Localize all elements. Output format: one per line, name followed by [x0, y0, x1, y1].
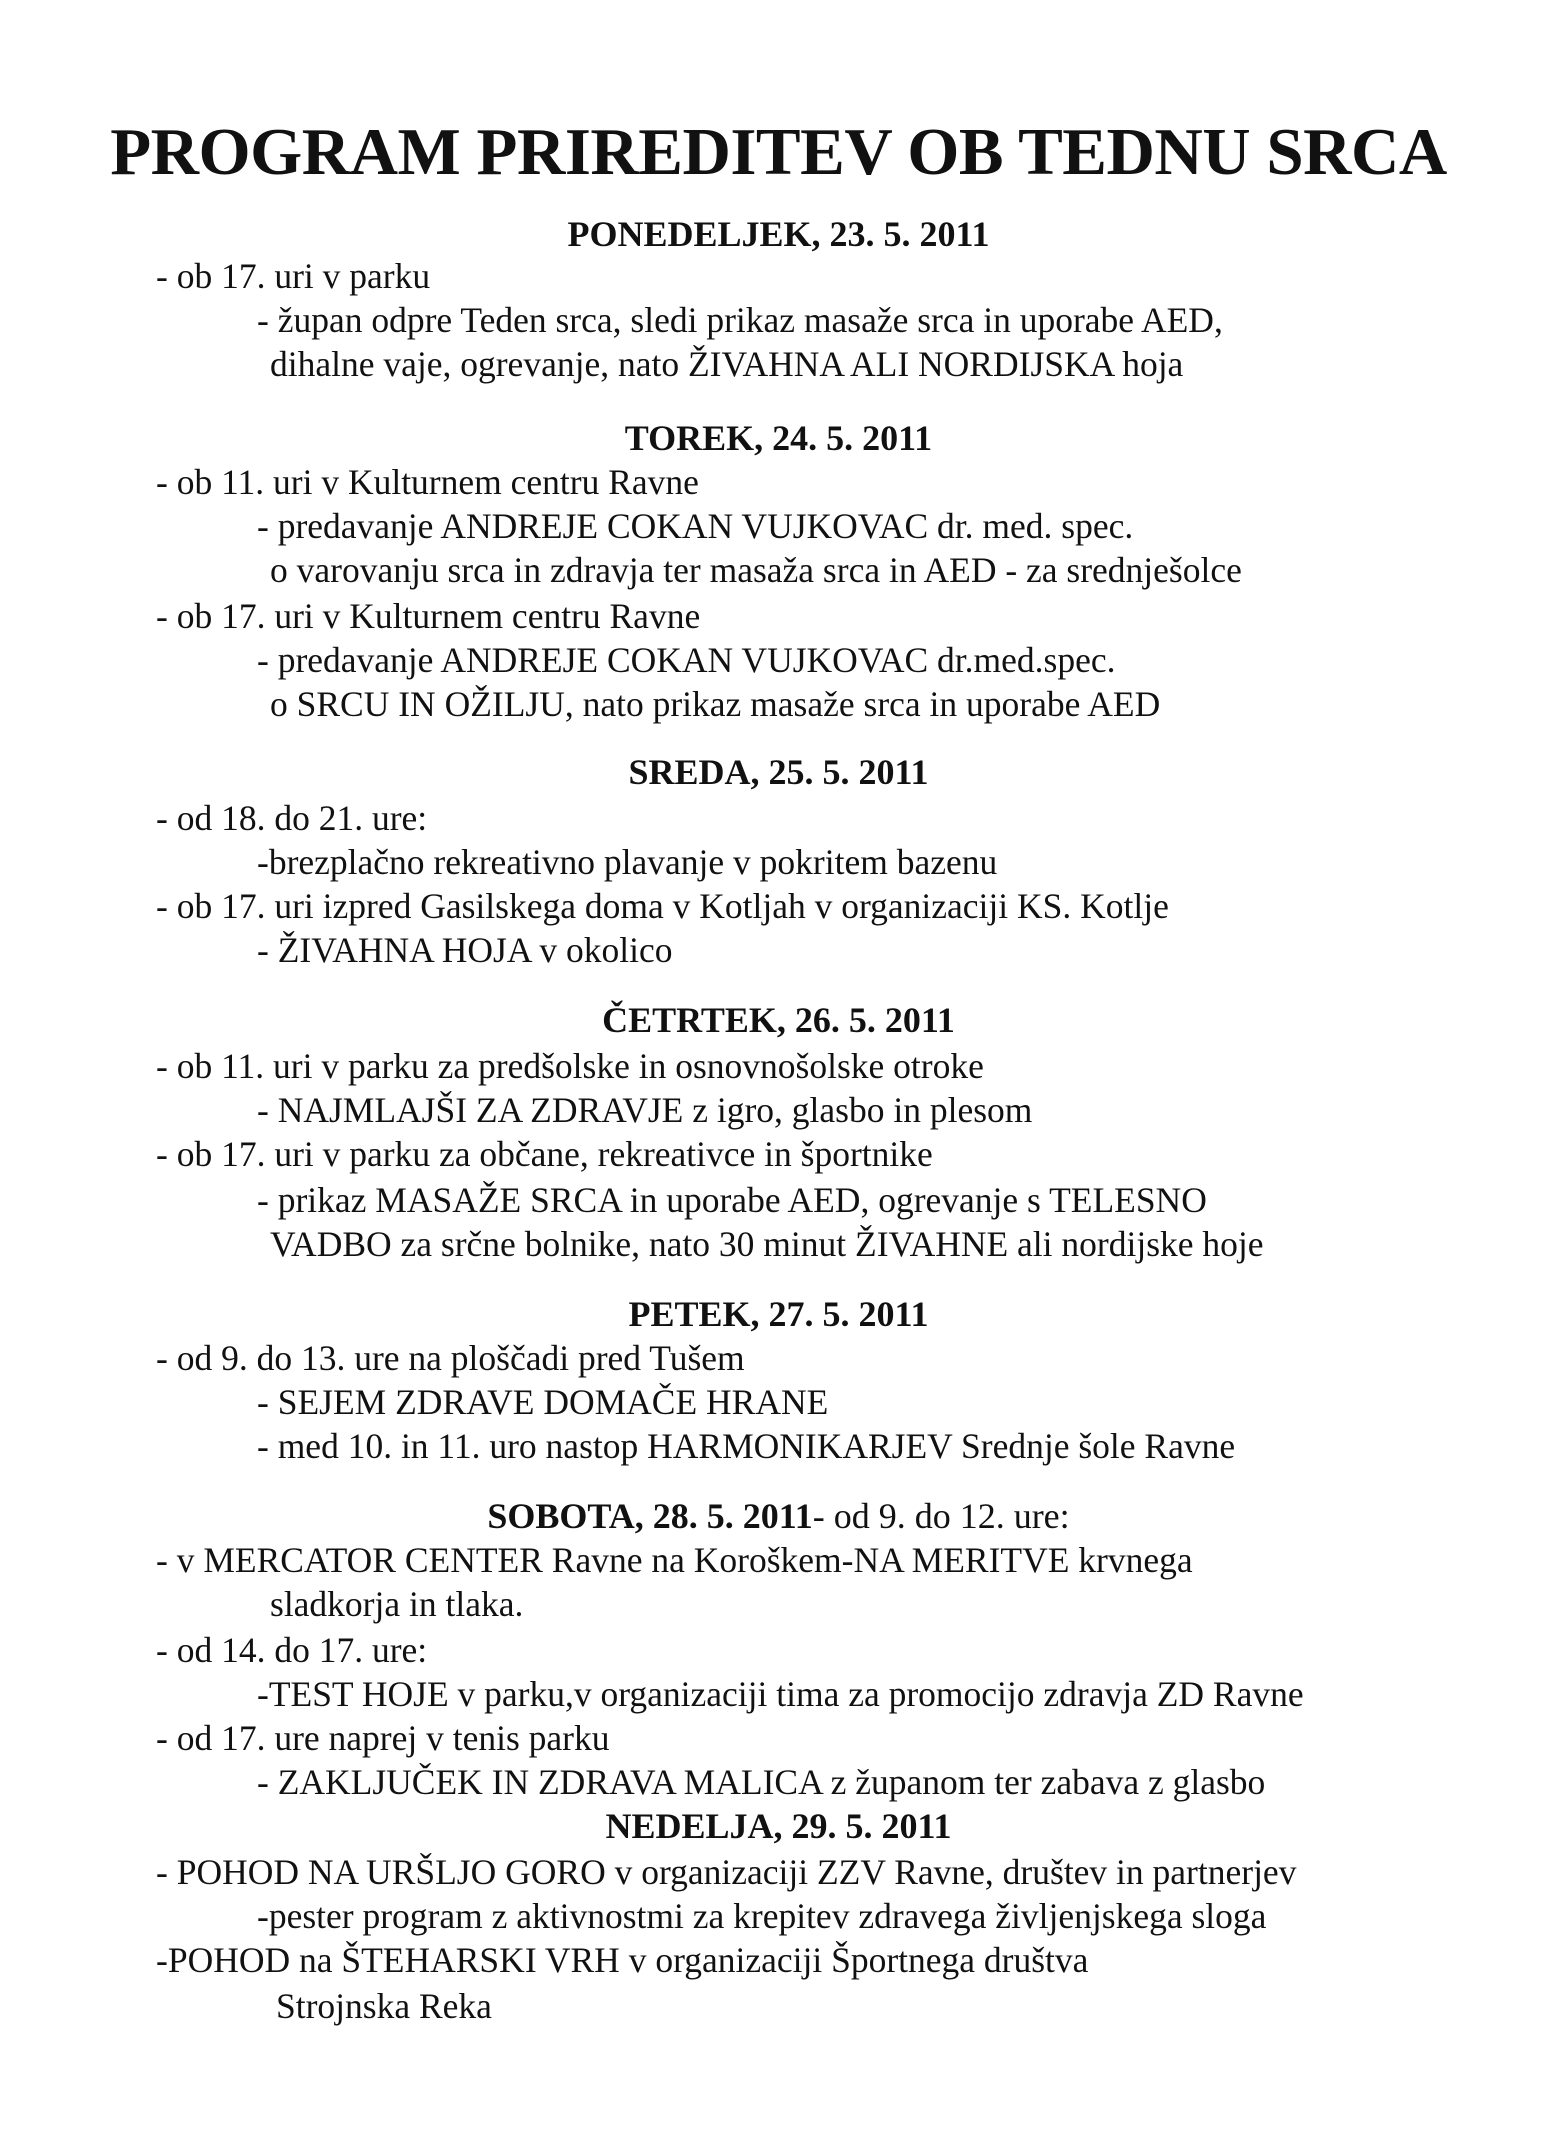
schedule-line: - ob 17. uri v parku za občane, rekreativce in športnike	[156, 1134, 933, 1174]
day-heading-saturday-date: SOBOTA, 28. 5. 2011	[487, 1496, 813, 1536]
day-heading-thursday: ČETRTEK, 26. 5. 2011	[602, 1000, 955, 1040]
schedule-line: dihalne vaje, ogrevanje, nato ŽIVAHNA ALI NORDIJSKA hoja	[270, 344, 1184, 384]
day-heading-wednesday: SREDA, 25. 5. 2011	[628, 752, 929, 792]
schedule-line: VADBO za srčne bolnike, nato 30 minut ŽIVAHNE ali nordijske hoje	[270, 1224, 1264, 1264]
schedule-line: - prikaz MASAŽE SRCA in uporabe AED, ogrevanje s TELESNO	[257, 1180, 1207, 1220]
schedule-line: - ob 11. uri v parku za predšolske in osnovnošolske otroke	[156, 1046, 984, 1086]
schedule-line: - predavanje ANDREJE COKAN VUJKOVAC dr.med.spec.	[257, 640, 1116, 680]
schedule-line: - od 17. ure naprej v tenis parku	[156, 1718, 610, 1758]
schedule-line: - od 14. do 17. ure:	[156, 1630, 428, 1670]
day-heading-friday: PETEK, 27. 5. 2011	[628, 1294, 929, 1334]
schedule-line: o SRCU IN OŽILJU, nato prikaz masaže srca in uporabe AED	[270, 684, 1161, 724]
schedule-line: - ZAKLJUČEK IN ZDRAVA MALICA z županom ter zabava z glasbo	[257, 1762, 1266, 1802]
schedule-line: - župan odpre Teden srca, sledi prikaz masaže srca in uporabe AED,	[257, 300, 1223, 340]
schedule-line: - ob 17. uri v Kulturnem centru Ravne	[156, 596, 701, 636]
schedule-line: -pester program z aktivnostmi za krepitev zdravega življenjskega sloga	[257, 1896, 1267, 1936]
day-heading-monday: PONEDELJEK, 23. 5. 2011	[567, 214, 990, 254]
schedule-line: -POHOD na ŠTEHARSKI VRH v organizaciji Športnega društva	[156, 1940, 1089, 1980]
schedule-line: - od 18. do 21. ure:	[156, 798, 428, 838]
schedule-line: - med 10. in 11. uro nastop HARMONIKARJEV Srednje šole Ravne	[257, 1426, 1236, 1466]
day-heading-saturday	[0, 1494, 1557, 1538]
schedule-line: - NAJMLAJŠI ZA ZDRAVJE z igro, glasbo in plesom	[257, 1090, 1033, 1130]
schedule-line: - ob 11. uri v Kulturnem centru Ravne	[156, 462, 699, 502]
day-heading-tuesday: TOREK, 24. 5. 2011	[624, 418, 933, 458]
schedule-line: - v MERCATOR CENTER Ravne na Koroškem-NA MERITVE krvnega	[156, 1540, 1193, 1580]
schedule-line: o varovanju srca in zdravja ter masaža srca in AED - za srednješolce	[270, 550, 1242, 590]
schedule-line: sladkorja in tlaka.	[270, 1584, 524, 1624]
schedule-line: - predavanje ANDREJE COKAN VUJKOVAC dr. med. spec.	[257, 506, 1134, 546]
schedule-line: - od 9. do 13. ure na ploščadi pred Tušem	[156, 1338, 745, 1378]
schedule-line: - ob 17. uri izpred Gasilskega doma v Kotljah v organizaciji KS. Kotlje	[156, 886, 1169, 926]
page-title: PROGRAM PRIREDITEV OB TEDNU SRCA	[110, 115, 1447, 189]
schedule-line: - POHOD NA URŠLJO GORO v organizaciji ZZV Ravne, društev in partnerjev	[156, 1852, 1297, 1892]
schedule-line: - ŽIVAHNA HOJA v okolico	[257, 930, 673, 970]
schedule-line: - ob 17. uri v parku	[156, 256, 431, 296]
day-heading-sunday: NEDELJA, 29. 5. 2011	[605, 1806, 952, 1846]
schedule-line: -TEST HOJE v parku,v organizaciji tima za promocijo zdravja ZD Ravne	[257, 1674, 1304, 1714]
schedule-line: - SEJEM ZDRAVE DOMAČE HRANE	[257, 1382, 829, 1422]
day-heading-saturday-time: - od 9. do 12. ure:	[812, 1496, 1070, 1536]
schedule-line: -brezplačno rekreativno plavanje v pokritem bazenu	[257, 842, 998, 882]
schedule-line: Strojnska Reka	[276, 1986, 492, 2026]
